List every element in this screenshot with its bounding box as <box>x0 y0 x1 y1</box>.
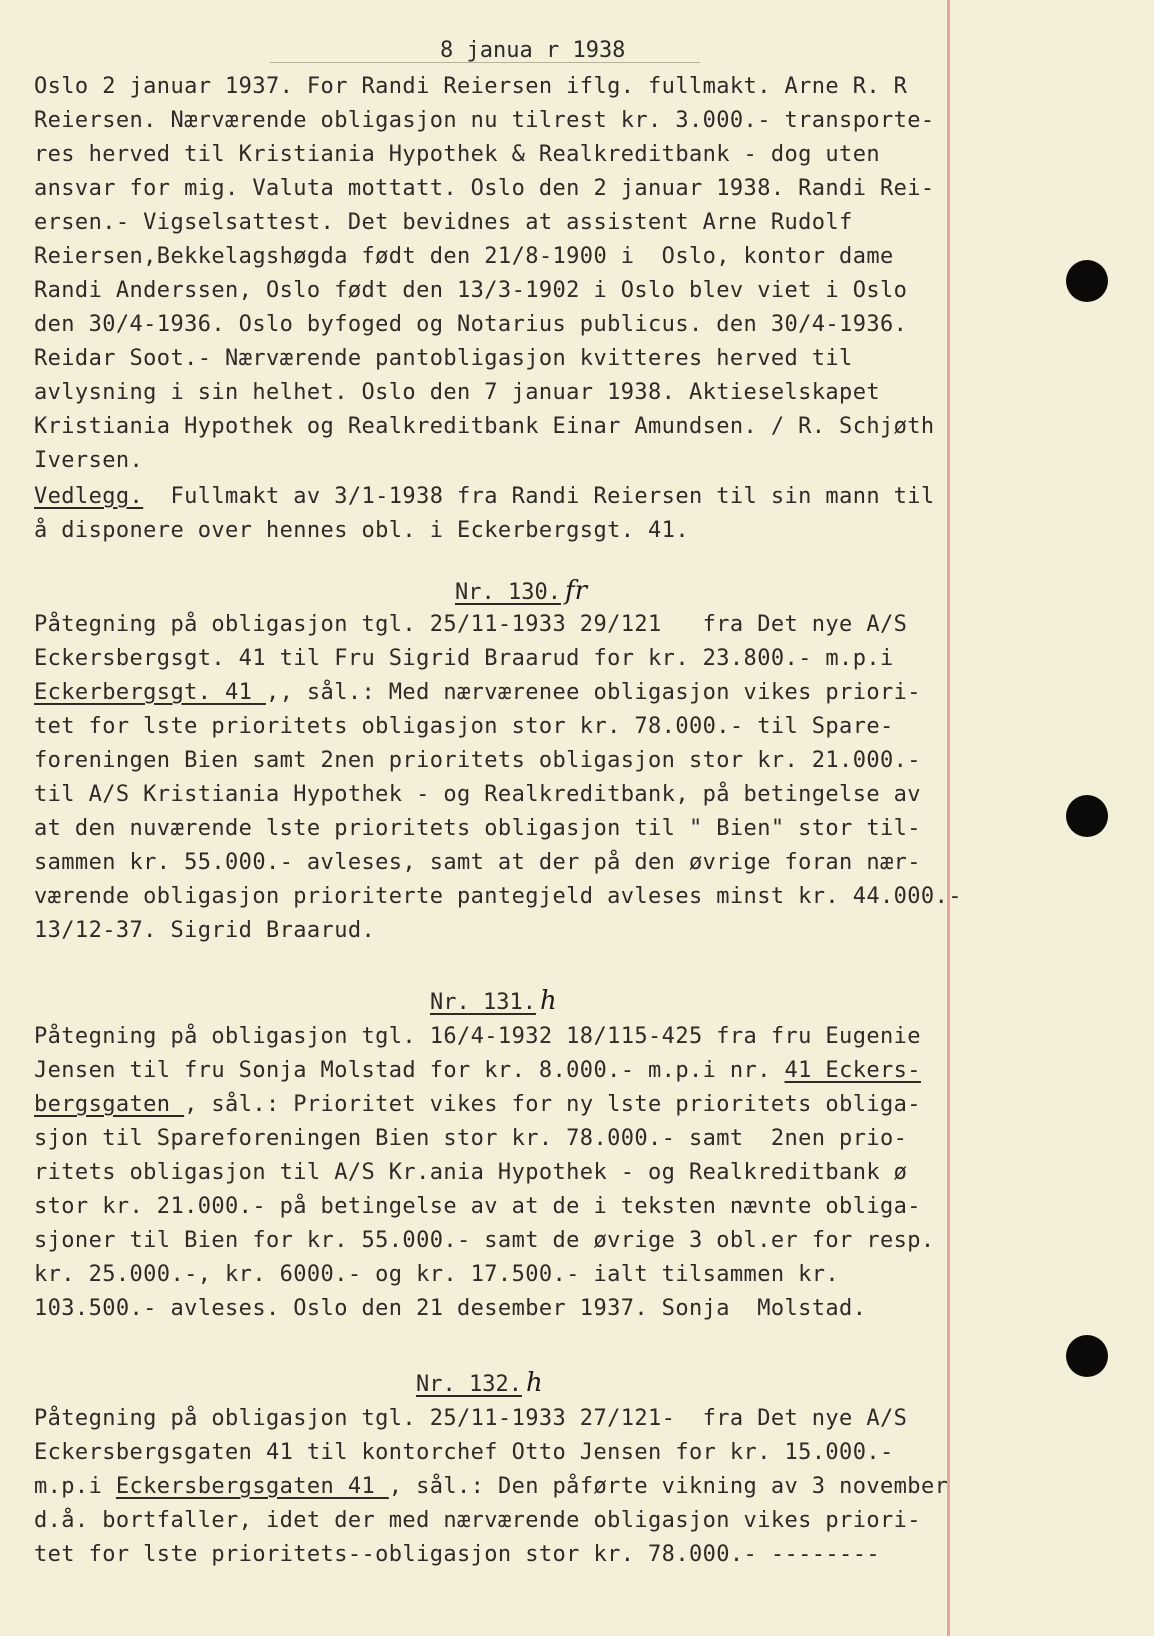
text-segment: , sål.: Den påførte vikning av 3 november <box>388 1474 949 1499</box>
text-segment: Jensen til fru Sonja Molstad for kr. 8.000.- m.p.i nr. <box>34 1058 785 1083</box>
text-line: værende obligasjon prioriterte pantegjeld avleses minst kr. 44.000.- <box>34 884 962 909</box>
text-line <box>34 1058 921 1084</box>
page-date-header: 8 janua r 1938 <box>440 38 626 63</box>
entry-heading <box>455 578 1154 606</box>
text-line: Påtegning på obligasjon tgl. 25/11-1933 29/121 fra Det nye A/S <box>34 612 908 637</box>
entry-number: Nr. 131. <box>430 990 536 1015</box>
text-line <box>34 680 921 706</box>
punch-hole-1 <box>1066 260 1108 302</box>
text-line: å disponere over hennes obl. i Eckerbergsgt. 41. <box>34 518 689 543</box>
address-underlined: Eckerbergsgt. 41 <box>34 680 266 705</box>
entry-number: Nr. 132. <box>416 1372 522 1397</box>
text-line: Iversen. <box>34 448 144 473</box>
handwritten-initial: h <box>539 986 557 1016</box>
address-underlined: Eckersbergsgaten 41 <box>115 1474 389 1499</box>
address-underlined: 41 Eckers- <box>784 1058 921 1083</box>
text-line: stor kr. 21.000.- på betingelse av at de i teksten nævnte obliga- <box>34 1194 921 1219</box>
vedlegg-line <box>34 484 935 510</box>
entry-number: Nr. 130. <box>455 580 561 605</box>
text-line: 13/12-37. Sigrid Braarud. <box>34 918 376 943</box>
text-line: ersen.- Vigselsattest. Det bevidnes at assistent Arne Rudolf <box>34 210 853 235</box>
text-line: ritets obligasjon til A/S Kr.ania Hypothek - og Realkreditbank ø <box>34 1160 908 1185</box>
text-line: kr. 25.000.-, kr. 6000.- og kr. 17.500.- ialt tilsammen kr. <box>34 1262 840 1287</box>
entry-heading <box>430 988 1154 1016</box>
text-line: Reiersen,Bekkelagshøgda født den 21/8-1900 i Oslo, kontor dame <box>34 244 894 269</box>
entry-heading <box>416 1370 1154 1398</box>
text-line: Påtegning på obligasjon tgl. 25/11-1933 27/121- fra Det nye A/S <box>34 1406 908 1431</box>
handwritten-initial: h <box>525 1368 543 1398</box>
text-line: Reiersen. Nærværende obligasjon nu tilrest kr. 3.000.- transporte- <box>34 108 935 133</box>
text-line: Reidar Soot.- Nærværende pantobligasjon kvitteres herved til <box>34 346 853 371</box>
text-line: Oslo 2 januar 1937. For Randi Reiersen iflg. fullmakt. Arne R. R <box>34 74 908 99</box>
text-line: til A/S Kristiania Hypothek - og Realkreditbank, på betingelse av <box>34 782 921 807</box>
text-line: tet for lste prioritets obligasjon stor kr. 78.000.- til Spare- <box>34 714 894 739</box>
text-line: ansvar for mig. Valuta mottatt. Oslo den 2 januar 1938. Randi Rei- <box>34 176 935 201</box>
text-line: Eckersbergsgt. 41 til Fru Sigrid Braarud for kr. 23.800.- m.p.i <box>34 646 894 671</box>
text-line <box>34 1474 948 1500</box>
vedlegg-label: Vedlegg. <box>34 484 144 509</box>
text-line: avlysning i sin helhet. Oslo den 7 januar 1938. Aktieselskapet <box>34 380 880 405</box>
text-segment: ,, sål.: Med nærværenee obligasjon vikes priori- <box>265 680 921 705</box>
text-line: foreningen Bien samt 2nen prioritets obligasjon stor kr. 21.000.- <box>34 748 921 773</box>
handwritten-initial: fr <box>564 576 588 606</box>
text-line <box>34 1092 921 1118</box>
text-line: at den nuværende lste prioritets obligasjon til " Bien" stor til- <box>34 816 921 841</box>
text-line: 103.500.- avleses. Oslo den 21 desember 1937. Sonja Molstad. <box>34 1296 867 1321</box>
text-line: sammen kr. 55.000.- avleses, samt at der på den øvrige foran nær- <box>34 850 921 875</box>
punch-hole-2 <box>1066 795 1108 837</box>
text-line: Eckersbergsgaten 41 til kontorchef Otto Jensen for kr. 15.000.- <box>34 1440 894 1465</box>
text-line: sjon til Spareforeningen Bien stor kr. 78.000.- samt 2nen prio- <box>34 1126 908 1151</box>
text-line: den 30/4-1936. Oslo byfoged og Notarius publicus. den 30/4-1936. <box>34 312 908 337</box>
text-line: res herved til Kristiania Hypothek & Realkreditbank - dog uten <box>34 142 880 167</box>
text-line: d.å. bortfaller, idet der med nærværende obligasjon vikes priori- <box>34 1508 921 1533</box>
text-segment: , sål.: Prioritet vikes for ny lste prioritets obliga- <box>184 1092 921 1117</box>
text-line: tet for lste prioritets--obligasjon stor kr. 78.000.- -------- <box>34 1542 880 1567</box>
text-line: sjoner til Bien for kr. 55.000.- samt de øvrige 3 obl.er for resp. <box>34 1228 935 1253</box>
vedlegg-text: Fullmakt av 3/1-1938 fra Randi Reiersen til sin mann til <box>143 484 935 509</box>
address-underlined: bergsgaten <box>34 1092 185 1117</box>
text-line: Kristiania Hypothek og Realkreditbank Einar Amundsen. / R. Schjøth <box>34 414 935 439</box>
text-segment: m.p.i <box>34 1474 116 1499</box>
text-line: Randi Anderssen, Oslo født den 13/3-1902 i Oslo blev viet i Oslo <box>34 278 908 303</box>
text-line: Påtegning på obligasjon tgl. 16/4-1932 18/115-425 fra fru Eugenie <box>34 1024 921 1049</box>
